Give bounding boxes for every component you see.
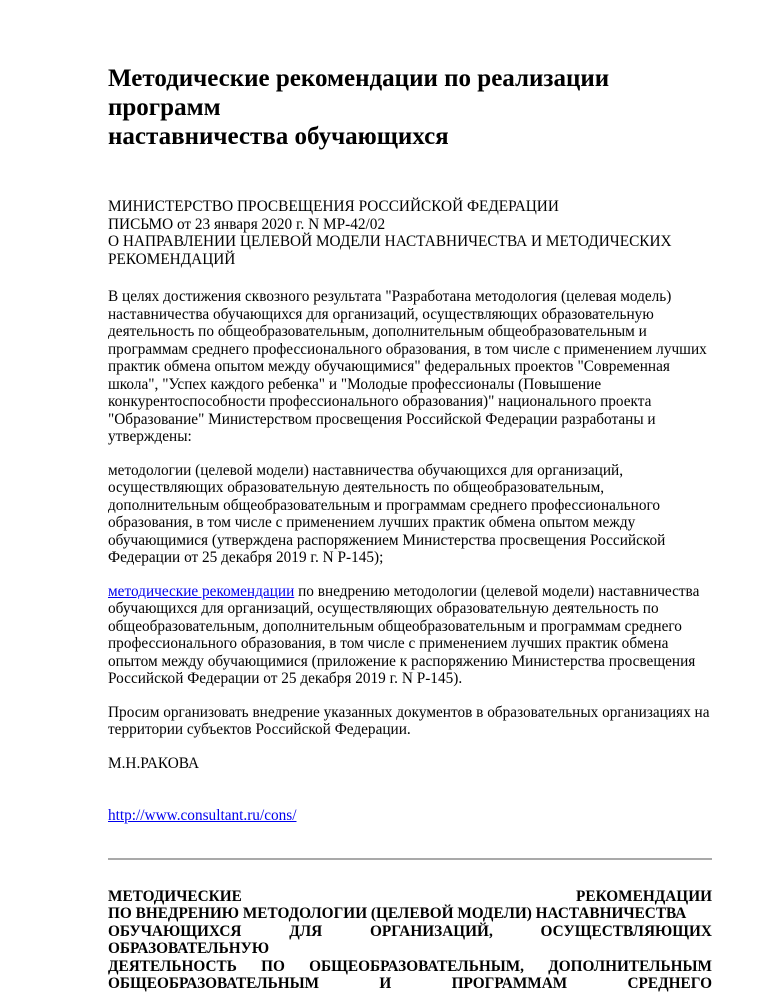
section-heading bbox=[108, 888, 712, 993]
page-title bbox=[108, 64, 712, 151]
heading-word: ДЕЯТЕЛЬНОСТЬ bbox=[108, 957, 237, 975]
heading-word: ДЛЯ bbox=[289, 922, 323, 940]
request-paragraph: Просим организовать внедрение указанных документов в образовательных организациях на территории субъектов Российской Федерации. bbox=[108, 703, 710, 738]
heading-word: ОРГАНИЗАЦИЙ, bbox=[369, 922, 493, 940]
intro-paragraph: В целях достижения сквозного результата "Разработана методология (целевая модель) наставничества обучающихся для организаций, осуществляющих образовательную деятельность по общеобразовательным, дополнительным общеобразовательным и программам среднего профессионального образования, в том числе с применением лучших практик обмена опытом между обучающимися" федеральных проектов "Современная школа", "Успех каждого ребенка" и "Молодые профессионалы (Повышение конкурентоспособности профессионального образования)" национального проекта "Образование" Министерством просвещения Российской Федерации разработаны и утверждены: bbox=[108, 288, 707, 445]
heading-word: ОБУЧАЮЩИХСЯ bbox=[108, 922, 242, 940]
section-divider bbox=[108, 858, 712, 860]
approved-item-1: методологии (целевой модели) наставничества обучающихся для организаций, осуществляющих образовательную деятельность по общеобразовательным, дополнительным общеобразовательным и программам среднего профессионального образования, в том числе с применением лучших практик обмена опытом между обучающимися (утверждена распоряжением Министерства просвещения Российской Федерации от 25 декабря 2019 г. N Р-145); bbox=[108, 461, 666, 566]
section-heading-line-5 bbox=[108, 958, 712, 976]
letter-reference: ПИСЬМО от 23 января 2020 г. N МР-42/02 bbox=[108, 215, 386, 233]
letter-subject-line-1: О НАПРАВЛЕНИИ ЦЕЛЕВОЙ МОДЕЛИ НАСТАВНИЧЕСТВА И МЕТОДИЧЕСКИХ bbox=[108, 233, 672, 250]
section-heading-line-6 bbox=[108, 975, 712, 993]
heading-word: СРЕДНЕГО bbox=[627, 975, 712, 992]
approved-item-2 bbox=[108, 583, 712, 688]
section-heading-line-2: ПО ВНЕДРЕНИЮ МЕТОДОЛОГИИ (ЦЕЛЕВОЙ МОДЕЛИ) НАСТАВНИЧЕСТВА bbox=[108, 905, 687, 922]
letter-header bbox=[108, 198, 712, 268]
source-url-line bbox=[108, 807, 712, 825]
heading-word: ДОПОЛНИТЕЛЬНЫМ bbox=[548, 957, 712, 975]
heading-word: ОБЩЕОБРАЗОВАТЕЛЬНЫМ, bbox=[309, 957, 524, 975]
section-heading-line-4: ОБРАЗОВАТЕЛЬНУЮ bbox=[108, 940, 270, 957]
heading-word: И bbox=[379, 975, 392, 992]
heading-word: ОБЩЕОБРАЗОВАТЕЛЬНЫМ bbox=[108, 975, 320, 992]
heading-word: ПРОГРАММАМ bbox=[451, 975, 568, 992]
heading-word: ОСУЩЕСТВЛЯЮЩИХ bbox=[540, 922, 712, 940]
heading-word: ПО bbox=[261, 957, 285, 975]
signature: М.Н.РАКОВА bbox=[108, 754, 200, 772]
section-heading-line-1 bbox=[108, 888, 712, 906]
section-heading-line-3 bbox=[108, 923, 712, 941]
heading-word: РЕКОМЕНДАЦИИ bbox=[576, 887, 712, 905]
approved-item-2-text: по внедрению методологии (целевой модели) наставничества обучающихся для организаций, осуществляющих образовательную деятельность по общеобразовательным, дополнительным общеобразовательным и программам среднего профессионального образования, в том числе с применением лучших практик обмена опытом между обучающимися (приложение к распоряжению Министерства просвещения Российской Федерации от 25 декабря 2019 г. N Р-145). bbox=[108, 582, 700, 687]
letter-subject-line-2: РЕКОМЕНДАЦИЙ bbox=[108, 250, 236, 268]
methodical-recommendations-link[interactable]: методические рекомендации bbox=[108, 582, 295, 600]
ministry-name: МИНИСТЕРСТВО ПРОСВЕЩЕНИЯ РОССИЙСКОЙ ФЕДЕРАЦИИ bbox=[108, 198, 559, 215]
page-title-line-1: Методические рекомендации по реализации программ bbox=[108, 65, 610, 121]
heading-word: МЕТОДИЧЕСКИЕ bbox=[108, 887, 242, 905]
page-title-line-2: наставничества обучающихся bbox=[108, 123, 449, 150]
source-url-link[interactable]: http://www.consultant.ru/cons/ bbox=[108, 807, 297, 824]
